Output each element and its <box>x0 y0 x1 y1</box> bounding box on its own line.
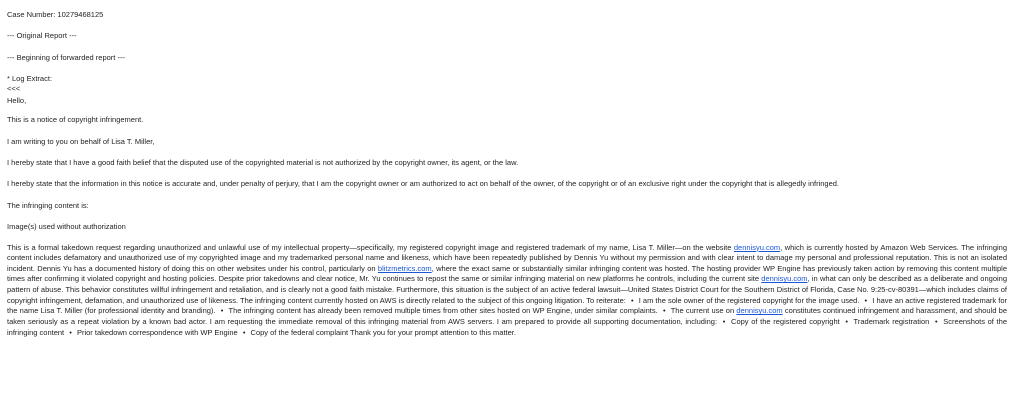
body-text: Copy of the federal complaint Thank you for your prompt attention to this matter. <box>248 327 516 337</box>
case-number: Case Number: 10279468125 <box>7 10 104 19</box>
bullet: • <box>934 316 938 326</box>
body-text: I am the sole owner of the registered copyright for the image used. <box>636 295 862 305</box>
notice-line: This is a notice of copyright infringement. <box>7 115 144 125</box>
body-text: I have an active registered trademark for the name Lisa T. Miller (for professional identity and branding). <box>7 295 1007 316</box>
infringing-content-type: Image(s) used without authorization <box>7 222 126 232</box>
bullet: • <box>864 295 868 305</box>
dennisyu-link[interactable]: dennisyu.com <box>736 306 783 316</box>
log-extract-label: * Log Extract: <box>7 74 53 84</box>
original-report-header: --- Original Report --- <box>7 31 77 41</box>
bullet: • <box>220 306 224 316</box>
takedown-request-body <box>7 243 1007 339</box>
bullet: • <box>662 306 666 316</box>
bullet: • <box>242 327 246 337</box>
infringing-content-label: The infringing content is: <box>7 200 89 210</box>
forwarded-report-header: --- Beginning of forwarded report --- <box>7 52 125 62</box>
body-text: , which is currently hosted by Amazon Web Services. The infringing content includes defamatory and unauthorized use of my copyrighted image and my trademarked personal name and likeness, which have been repeatedly published by Dennis Yu without my permission and with clear intent to damage my personal and professional reputation. This is not an isolated incident. Dennis Yu has a documented history of doing this on other websites under his control, particularly on <box>7 242 1007 273</box>
body-text: constitutes continued infringement and harassment, and should be taken seriously as a repeat violation by a known bad actor. I am requesting the immediate removal of this infringing material from AWS servers. I am prepared to provide all supporting documentation, including: <box>7 306 1008 326</box>
body-text: Screenshots of the infringing content <box>7 316 1007 337</box>
body-text: This is a formal takedown request regarding unauthorized and unlawful use of my intellectual property—specifically, my registered copyright image and registered trademark of my name, Lisa T. Miller—on the website <box>7 242 734 252</box>
bullet: • <box>722 316 726 326</box>
blitzmetrics-link[interactable]: blitzmetrics.com <box>377 263 432 273</box>
body-text: , where the exact same or substantially similar infringing content was hosted. The hosting provider WP Engine has previously taken action by removing this content multiple times after confirming it violated copyright and hosting policies. Despite prior takedowns and clear notice, Mr. Yu continues to repost the same or similar infringing material on new platforms he controls, including the current site <box>7 263 1007 284</box>
body-text: , in what can only be described as a deliberate and ongoing pattern of abuse. This behavior constitutes willful infringement and retaliation, and is clearly not a good faith mistake. Furthermore, this situation is the subject of an active federal lawsuit—United States District Court for the Southern District of Florida, Case No. 9:25-cv-80391—which includes claims of copyright infringement, defamation, and unauthorized use of likeness. The infringing content currently hosted on AWS is directly related to the subject of this ongoing litigation. To reiterate: <box>7 274 1007 305</box>
body-text: Prior takedown correspondence with WP Engine <box>74 327 240 337</box>
dennisyu-link[interactable]: dennisyu.com <box>733 242 781 252</box>
dennisyu-link[interactable]: dennisyu.com <box>761 274 808 284</box>
body-text: The infringing content has already been removed multiple times from other sites hosted on WP Engine, under similar complaints. <box>226 306 660 316</box>
body-text: The current use on <box>668 306 737 316</box>
bullet: • <box>631 295 634 305</box>
bullet: • <box>69 327 72 337</box>
accuracy-statement: I hereby state that the information in this notice is accurate and, under penalty of perjury, that I am the copyright owner or am authorized to act on behalf of the owner, of the copyright or of an exclusive right under the copyright that is allegedly infringed. <box>7 179 840 189</box>
open-marker: <<< <box>7 83 21 93</box>
body-text: Copy of the registered copyright <box>728 316 843 326</box>
greeting: Hello, <box>7 95 27 105</box>
bullet: • <box>845 316 849 326</box>
behalf-line: I am writing to you on behalf of Lisa T. Miller, <box>7 136 155 146</box>
body-text: Trademark registration <box>851 316 932 326</box>
good-faith-statement: I hereby state that I have a good faith belief that the disputed use of the copyrighted material is not authorized by the copyright owner, its agent, or the law. <box>7 158 519 167</box>
